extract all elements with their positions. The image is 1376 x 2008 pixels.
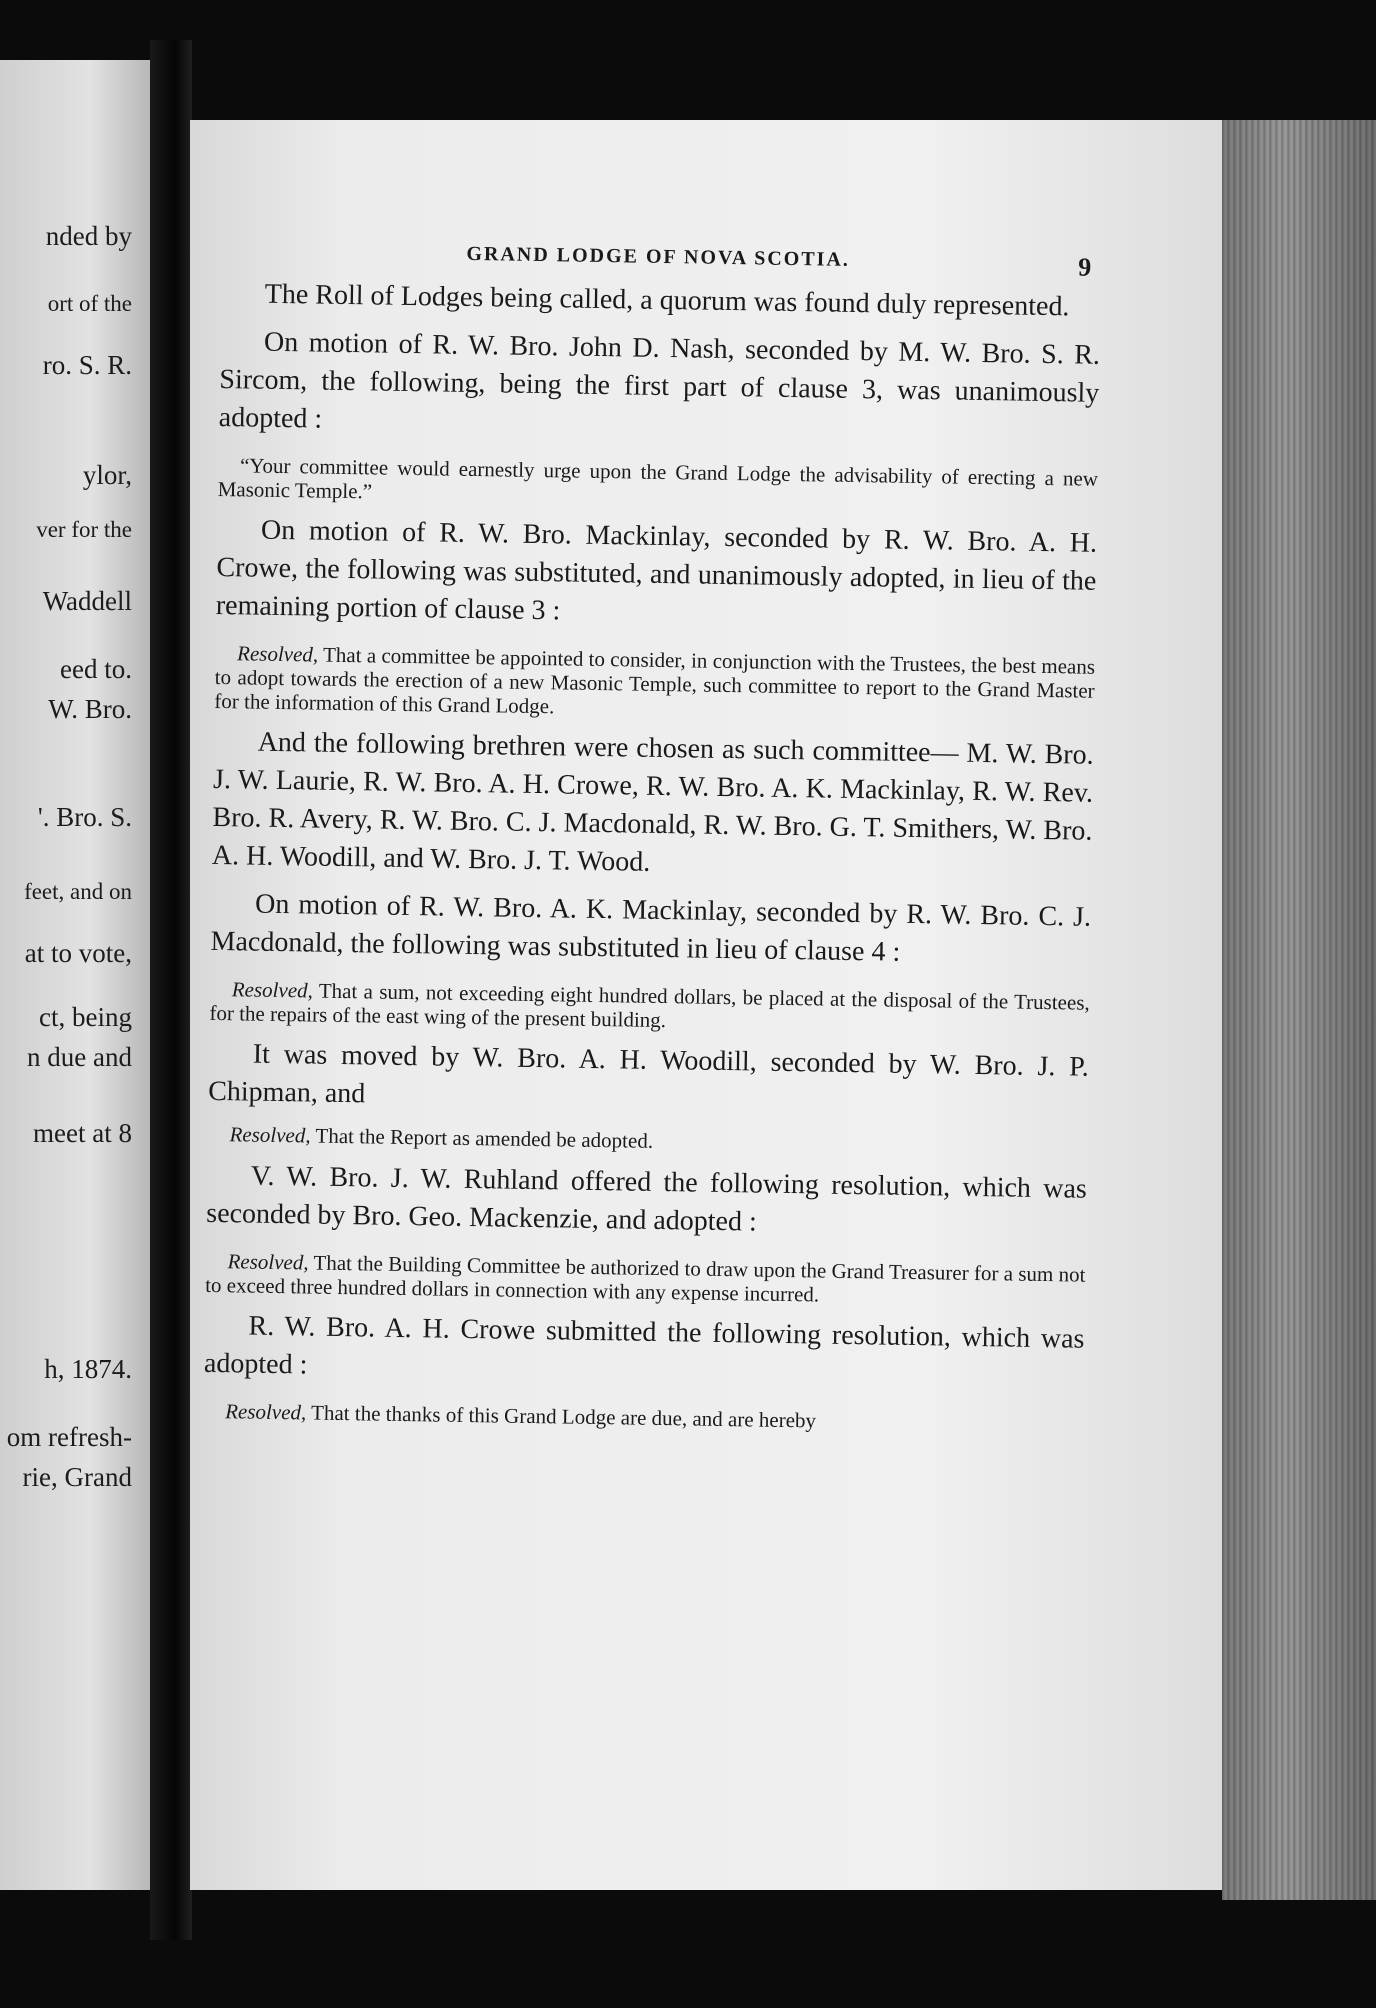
resolution (214, 641, 1095, 727)
paragraph: The Roll of Lodges being called, a quorum was found duly represented. (264, 278, 1070, 323)
resolution (205, 1249, 1086, 1311)
facing-page-fragment (0, 60, 150, 1890)
facing-page-line: Waddell (42, 586, 132, 616)
facing-page-line: W. Bro. (48, 694, 132, 724)
resolution-text: That the Report as amended be adopted. (315, 1123, 654, 1153)
book-gutter (150, 40, 192, 1940)
facing-page-line: h, 1874. (44, 1354, 132, 1384)
resolution-text: That a committee be appointed to consider, in conjunction with the Trustees, the best means to adopt towards the erection of a new Masonic Temple, such committee to report to the Grand Master for the information of this Grand Lodge. (214, 642, 1096, 719)
resolved-word: Resolved, (231, 977, 314, 1003)
running-title: GRAND LODGE OF NOVA SCOTIA. (466, 242, 851, 271)
resolution-text: That the Building Committee be authorized to draw upon the Grand Treasurer for a sum not to exceed three hundred dollars in connection with any expense incurred. (205, 1250, 1086, 1307)
resolution (209, 977, 1090, 1039)
page-number: 9 (1078, 252, 1092, 282)
facing-page-line: nded by (45, 221, 132, 251)
paragraph: On motion of R. W. Bro. Mackinlay, seconded by R. W. Bro. A. H. Crowe, the following was substituted, and unanimously adopted, in lieu of the remaining portion of clause 3 : (215, 514, 1098, 627)
facing-page-line: at to vote, (24, 938, 132, 968)
facing-page-line: n due and (27, 1042, 132, 1072)
paragraph: R. W. Bro. A. H. Crowe submitted the following resolution, which was adopted : (203, 1310, 1085, 1381)
paragraph: It was moved by W. Bro. A. H. Woodill, seconded by W. Bro. J. P. Chipman, and (207, 1038, 1089, 1110)
facing-page-line: ct, being (39, 1002, 132, 1032)
resolution-text: That a sum, not exceeding eight hundred dollars, be placed at the disposal of the Trustees, for the repairs of the east wing of the present building. (209, 978, 1090, 1033)
facing-page-line: ylor, (82, 460, 132, 490)
paragraph: On motion of R. W. Bro. A. K. Mackinlay, seconded by R. W. Bro. C. J. Macdonald, the following was substituted in lieu of clause 4 : (210, 888, 1092, 968)
facing-page-line: '. Bro. S. (37, 802, 132, 832)
facing-page-line: rie, Grand (22, 1462, 132, 1492)
quoted-passage: “Your committee would earnestly urge upon the Grand Lodge the advisability of erecting a new Masonic Temple.” (217, 453, 1099, 504)
paragraph: V. W. Bro. J. W. Ruhland offered the following resolution, which was seconded by Bro. Geo. Mackenzie, and adopted : (206, 1160, 1088, 1238)
resolved-word: Resolved, (227, 1249, 309, 1275)
resolved-word: Resolved, (236, 641, 319, 667)
facing-page-line: feet, and on (24, 879, 132, 904)
facing-page-line: meet at 8 (33, 1118, 132, 1148)
page-edges (1222, 120, 1376, 1900)
resolved-word: Resolved, (229, 1122, 311, 1148)
facing-page-line: om refresh- (6, 1422, 132, 1452)
paragraph: And the following brethren were chosen as such committee— M. W. Bro. J. W. Laurie, R. W. Bro. A. H. Crowe, R. W. Bro. A. K. Mackinlay, R. W. Rev. Bro. R. Avery, R. W. Bro. C. J. Macdonald, R. W. Bro. G. T. Smithers, W. Bro. A. H. Woodill, and W. Bro. J. T. Wood. (211, 726, 1094, 878)
resolution (207, 1121, 1087, 1161)
page-content (203, 215, 1102, 1443)
paragraph: On motion of R. W. Bro. John D. Nash, seconded by M. W. Bro. S. R. Sircom, the following, being the first part of clause 3, was unanimously adopted : (218, 326, 1101, 435)
facing-page-line: ro. S. R. (42, 350, 132, 380)
resolved-word: Resolved, (225, 1399, 307, 1425)
facing-page-line: ort of the (47, 291, 132, 316)
facing-page-line: eed to. (60, 654, 132, 684)
facing-page-line: ver for the (36, 517, 132, 542)
resolution-text: That the thanks of this Grand Lodge are due, and are hereby (310, 1400, 817, 1433)
